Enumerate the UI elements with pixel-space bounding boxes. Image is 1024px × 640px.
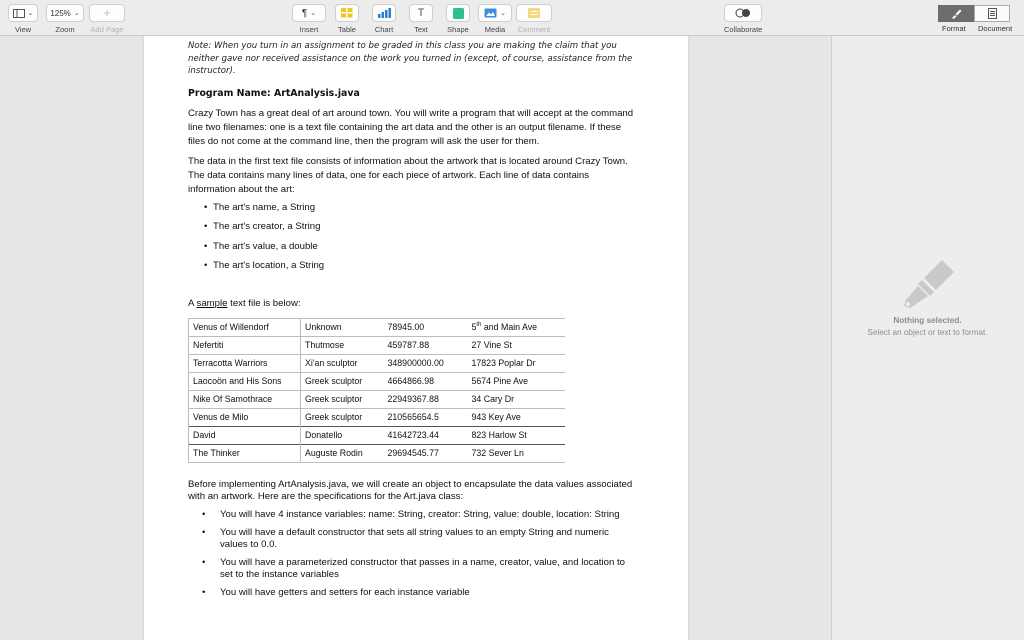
table-row[interactable] bbox=[189, 408, 565, 426]
shape-control[interactable] bbox=[446, 4, 470, 34]
text-label: Text bbox=[414, 25, 428, 34]
sample-word: sample bbox=[196, 297, 228, 309]
collaborate-label: Collaborate bbox=[724, 25, 763, 34]
list-item-text: You will have getters and setters for each instance variable bbox=[220, 586, 470, 598]
nothing-selected-hint: Select an object or text to format. bbox=[867, 328, 988, 337]
zoom-control[interactable] bbox=[46, 4, 84, 34]
shape-icon bbox=[453, 8, 464, 19]
add-page-label: Add Page bbox=[90, 25, 124, 34]
insert-control[interactable] bbox=[292, 4, 326, 34]
insert-label: Insert bbox=[299, 25, 319, 34]
paragraph-icon: ¶ bbox=[301, 7, 308, 19]
shape-button[interactable] bbox=[446, 4, 470, 22]
table-cell[interactable]: Nike Of Samothrace bbox=[189, 390, 301, 408]
cell-text: and Main Ave bbox=[481, 322, 538, 332]
art-class-spec-list bbox=[202, 509, 638, 599]
bullet-icon: • bbox=[202, 556, 206, 568]
note-paragraph[interactable]: Note: When you turn in an assignment to be graded in this class you are making the claim that you neither gave nor received assistance on the work you turned in (except, of course, assistance from the instructor). bbox=[188, 41, 633, 76]
list-item[interactable] bbox=[202, 509, 638, 521]
table-cell[interactable]: 17823 Poplar Dr bbox=[468, 354, 565, 372]
comment-icon bbox=[528, 8, 540, 18]
text-button[interactable] bbox=[409, 4, 433, 22]
add-page-control[interactable] bbox=[89, 4, 125, 34]
format-label: Format bbox=[942, 24, 966, 33]
bullet-icon: • bbox=[202, 508, 206, 520]
table-cell[interactable]: Greek sculptor bbox=[301, 372, 384, 390]
view-label: View bbox=[14, 25, 32, 34]
bullet-icon: • bbox=[202, 526, 206, 538]
paintbrush-icon bbox=[896, 250, 960, 310]
table-cell[interactable]: The Thinker bbox=[189, 444, 301, 462]
art-fields-list bbox=[204, 201, 638, 279]
view-control[interactable] bbox=[8, 4, 38, 34]
media-label: Media bbox=[484, 25, 506, 34]
list-item-text: The art's location, a String bbox=[213, 260, 325, 271]
document-canvas[interactable] bbox=[0, 36, 831, 640]
table-cell[interactable]: Terracotta Warriors bbox=[189, 354, 301, 372]
list-item[interactable] bbox=[204, 220, 638, 240]
document-icon bbox=[988, 8, 997, 19]
table-cell[interactable]: Thutmose bbox=[301, 336, 384, 354]
table-row[interactable] bbox=[189, 354, 565, 372]
table-cell[interactable]: 29694545.77 bbox=[384, 444, 468, 462]
table-row[interactable] bbox=[189, 372, 565, 390]
media-control[interactable] bbox=[478, 4, 512, 34]
table-cell[interactable]: Auguste Rodin bbox=[301, 444, 384, 462]
document-tab-button[interactable] bbox=[974, 5, 1010, 22]
chevron-down-icon: ⌄ bbox=[27, 10, 34, 17]
table-cell[interactable]: 22949367.88 bbox=[384, 390, 468, 408]
table-row[interactable] bbox=[189, 444, 565, 462]
table-cell[interactable]: 78945.00 bbox=[384, 318, 468, 336]
program-name-heading[interactable]: Program Name: ArtAnalysis.java bbox=[188, 87, 360, 99]
list-item-text: You will have a default constructor that sets all string values to an empty String and numeric values to 0.0. bbox=[220, 526, 609, 550]
superscript: th bbox=[476, 322, 482, 329]
sample-prefix: A bbox=[188, 297, 197, 309]
table-cell[interactable]: 732 Sever Ln bbox=[468, 444, 565, 462]
paintbrush-icon bbox=[951, 9, 962, 19]
collaborate-icon bbox=[735, 8, 751, 18]
page-content[interactable] bbox=[188, 40, 638, 605]
table-cell[interactable]: Nefertiti bbox=[189, 336, 301, 354]
list-item[interactable] bbox=[202, 527, 638, 551]
chevron-down-icon: ⌄ bbox=[73, 10, 80, 17]
collaborate-control[interactable] bbox=[724, 4, 762, 34]
table-cell[interactable]: Xi'an sculptor bbox=[301, 354, 384, 372]
list-item-text: You will have 4 instance variables: name: String, creator: String, value: double, location: String bbox=[220, 508, 620, 520]
shape-label: Shape bbox=[447, 25, 469, 34]
toolbar bbox=[0, 0, 1024, 36]
bullet-icon: • bbox=[204, 260, 208, 271]
format-inspector bbox=[831, 36, 1024, 640]
cell-text: 5 bbox=[471, 322, 477, 332]
table-cell[interactable]: 5674 Pine Ave bbox=[468, 372, 565, 390]
comment-button[interactable] bbox=[516, 4, 552, 22]
document-label: Document bbox=[978, 24, 1013, 33]
list-item-text: You will have a parameterized constructor that passes in a name, creator, value, and location to set to the instance variables bbox=[220, 556, 625, 580]
table-cell[interactable]: Greek sculptor bbox=[301, 408, 384, 426]
sample-suffix: text file is below: bbox=[227, 297, 301, 309]
table-cell[interactable]: 34 Cary Dr bbox=[468, 390, 565, 408]
chart-control[interactable] bbox=[372, 4, 396, 34]
zoom-value: 125% bbox=[50, 8, 71, 18]
table-cell[interactable]: Unknown bbox=[301, 318, 384, 336]
table-cell[interactable] bbox=[468, 318, 565, 336]
table-cell[interactable]: Venus of Willendorf bbox=[189, 318, 301, 336]
plus-icon: + bbox=[103, 6, 111, 20]
document-page[interactable] bbox=[144, 36, 688, 640]
sidebar-layout-icon bbox=[13, 9, 25, 18]
collaborate-button[interactable] bbox=[724, 4, 762, 22]
list-item[interactable] bbox=[202, 557, 638, 581]
intro-paragraph[interactable]: Crazy Town has a great deal of art around town. You will write a program that will accept at the command line two filenames: one is a text file containing the art data and the other is an output filename. If these files do not come at the command line, then the program will ask the user for them. bbox=[188, 107, 634, 147]
bullet-icon: • bbox=[202, 586, 206, 598]
media-button[interactable] bbox=[478, 4, 512, 22]
table-control[interactable] bbox=[335, 4, 359, 34]
art-class-intro-paragraph[interactable]: Before implementing ArtAnalysis.java, we will create an object to encapsulate the data values associated with an artwork. Here are the specifications for the Art.java class: bbox=[188, 478, 633, 502]
text-icon: T bbox=[417, 7, 425, 19]
bullet-icon: • bbox=[204, 221, 208, 232]
empty-selection-panel bbox=[831, 250, 1024, 337]
table-label: Table bbox=[338, 25, 356, 34]
chart-icon bbox=[378, 8, 391, 18]
list-item-text: The art's creator, a String bbox=[213, 221, 321, 232]
bullet-icon: • bbox=[204, 201, 208, 213]
chart-button[interactable] bbox=[372, 4, 396, 22]
inspector-tabs bbox=[938, 5, 1010, 22]
chevron-down-icon: ⌄ bbox=[310, 10, 317, 17]
insert-button[interactable] bbox=[292, 4, 326, 22]
table-cell[interactable]: David bbox=[189, 426, 301, 444]
table-row[interactable] bbox=[189, 426, 565, 444]
table-cell[interactable]: 4664866.98 bbox=[384, 372, 468, 390]
list-item-text: The art's name, a String bbox=[213, 201, 316, 213]
table-row[interactable] bbox=[189, 318, 565, 336]
table-cell[interactable]: 943 Key Ave bbox=[468, 408, 565, 426]
zoom-select[interactable] bbox=[46, 4, 84, 22]
table-icon bbox=[341, 8, 353, 18]
table-cell[interactable]: 459787.88 bbox=[384, 336, 468, 354]
add-page-button[interactable] bbox=[89, 4, 125, 22]
sample-data-table[interactable] bbox=[188, 318, 565, 463]
comment-label: Comment bbox=[517, 25, 551, 34]
comment-control[interactable] bbox=[516, 4, 552, 34]
chart-label: Chart bbox=[374, 25, 394, 34]
list-item[interactable] bbox=[202, 587, 638, 599]
table-cell[interactable]: Greek sculptor bbox=[301, 390, 384, 408]
table-cell[interactable]: 27 Vine St bbox=[468, 336, 565, 354]
view-button[interactable] bbox=[8, 4, 38, 22]
table-row[interactable] bbox=[189, 336, 565, 354]
zoom-label: Zoom bbox=[55, 25, 75, 34]
nothing-selected-title: Nothing selected. bbox=[893, 316, 962, 325]
table-cell[interactable]: 210565654.5 bbox=[384, 408, 468, 426]
bullet-icon: • bbox=[204, 240, 208, 252]
table-cell[interactable]: 823 Harlow St bbox=[468, 426, 565, 444]
table-cell[interactable]: Laocoön and His Sons bbox=[189, 372, 301, 390]
data-description-paragraph[interactable]: The data in the first text file consists of information about the artwork that is located around Crazy Town. The data contains many lines of data, one for each piece of artwork. Each line of data contains information about the art: bbox=[188, 155, 628, 195]
media-icon bbox=[484, 8, 497, 18]
table-cell[interactable]: Venus de Milo bbox=[189, 408, 301, 426]
chevron-down-icon: ⌄ bbox=[500, 10, 506, 17]
table-button[interactable] bbox=[335, 4, 359, 22]
table-row[interactable] bbox=[189, 390, 565, 408]
list-item[interactable] bbox=[204, 201, 638, 221]
sample-intro[interactable] bbox=[188, 297, 638, 311]
format-tab-button[interactable] bbox=[938, 5, 974, 22]
table-cell[interactable]: 41642723.44 bbox=[384, 426, 468, 444]
text-control[interactable] bbox=[409, 4, 433, 34]
list-item[interactable] bbox=[204, 240, 638, 260]
table-cell[interactable]: Donatello bbox=[301, 426, 384, 444]
list-item[interactable] bbox=[204, 259, 638, 279]
list-item-text: The art's value, a double bbox=[213, 240, 318, 252]
table-cell[interactable]: 348900000.00 bbox=[384, 354, 468, 372]
